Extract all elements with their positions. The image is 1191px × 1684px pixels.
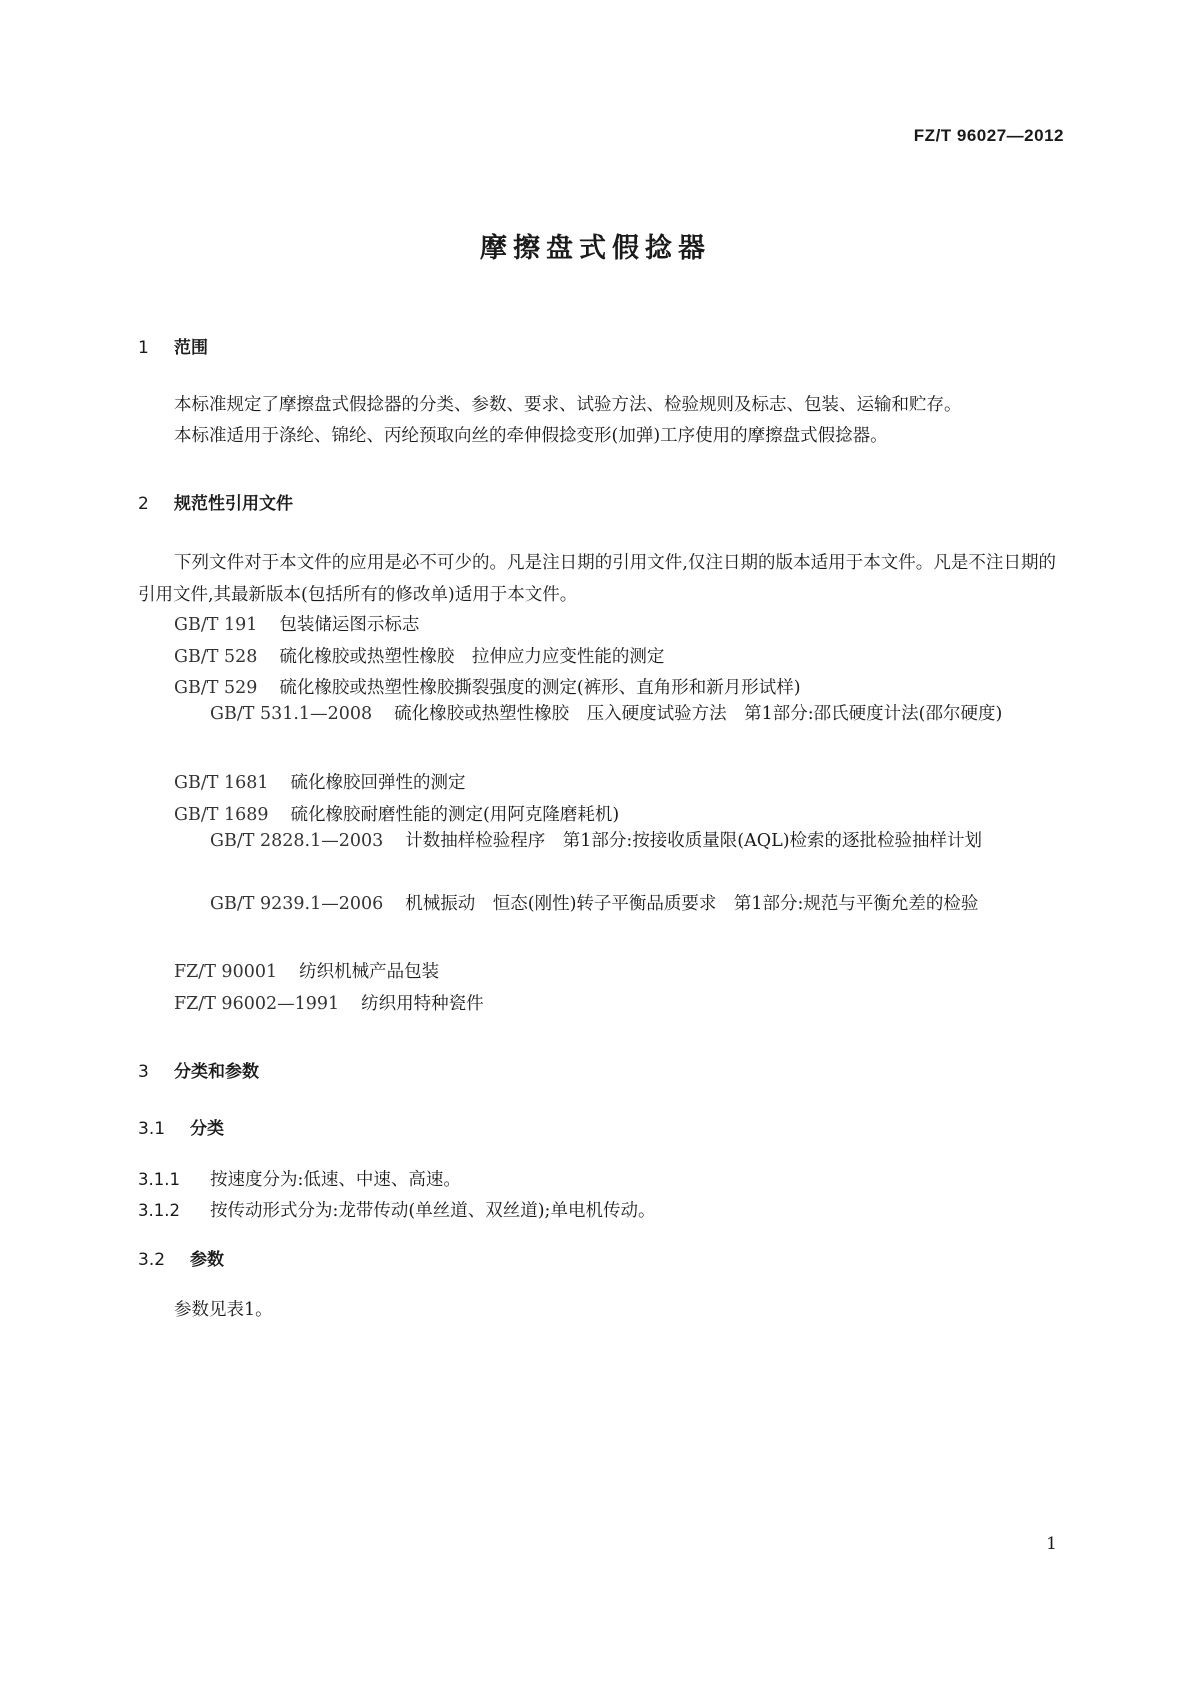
reference-item: [174, 990, 484, 1015]
reference-code: GB/T 531.1—2008: [210, 704, 373, 724]
reference-title: 机械振动 恒态(刚性)转子平衡品质要求 第1部分:规范与平衡允差的检验: [405, 894, 979, 914]
reference-title: 硫化橡胶耐磨性能的测定(用阿克隆磨耗机): [290, 805, 620, 825]
subsection-number: 3.1: [138, 1119, 166, 1139]
section-number: 1: [138, 338, 149, 358]
clause-text: 按传动形式分为:龙带传动(单丝道、双丝道);单电机传动。: [210, 1201, 656, 1221]
document-title: 摩擦盘式假捻器: [480, 233, 711, 264]
reference-item: [174, 801, 619, 826]
reference-item: [138, 889, 1056, 921]
subsection-title: 分类: [190, 1119, 224, 1139]
clause-3-1-2: [138, 1197, 655, 1222]
reference-item: [138, 826, 1056, 858]
section-title: 范围: [174, 338, 208, 358]
reference-title: 硫化橡胶或热塑性橡胶 压入硬度试验方法 第1部分:邵氏硬度计法(邵尔硬度): [394, 704, 1003, 724]
reference-title: 纺织机械产品包装: [299, 962, 440, 982]
reference-code: GB/T 529: [174, 678, 258, 698]
subsection-number: 3.2: [138, 1250, 166, 1270]
scope-paragraph-2: 本标准适用于涤纶、锦纶、丙纶预取向丝的牵伸假捻变形(加弹)工序使用的摩擦盘式假捻器。: [174, 426, 888, 446]
reference-item: [174, 674, 801, 699]
section-number: 2: [138, 494, 149, 514]
parameters-note: 参数见表1。: [174, 1300, 273, 1320]
page-number: 1: [1046, 1534, 1057, 1554]
subsection-3-2-heading: [138, 1245, 224, 1270]
clause-number: 3.1.1: [138, 1170, 180, 1189]
reference-title: 硫化橡胶回弹性的测定: [290, 773, 466, 793]
standard-code: FZ/T 96027—2012: [913, 126, 1064, 145]
scope-paragraph-1: 本标准规定了摩擦盘式假捻器的分类、参数、要求、试验方法、检验规则及标志、包装、运输和贮存。: [174, 395, 962, 415]
section-2-heading: [138, 489, 293, 514]
reference-item: [174, 611, 419, 636]
references-intro: 下列文件对于本文件的应用是必不可少的。凡是注日期的引用文件,仅注日期的版本适用于本文件。凡是不注日期的引用文件,其最新版本(包括所有的修改单)适用于本文件。: [138, 553, 1056, 605]
reference-item: [174, 958, 439, 983]
reference-code: GB/T 9239.1—2006: [210, 894, 384, 914]
section-1-heading: [138, 333, 208, 358]
clause-text: 按速度分为:低速、中速、高速。: [210, 1170, 461, 1190]
section-3-heading: [138, 1057, 259, 1082]
section-title: 分类和参数: [174, 1062, 259, 1082]
clause-3-1-1: [138, 1166, 461, 1191]
reference-code: GB/T 1689: [174, 805, 269, 825]
reference-code: FZ/T 90001: [174, 962, 278, 982]
reference-code: GB/T 528: [174, 647, 258, 667]
reference-code: GB/T 1681: [174, 773, 269, 793]
reference-item: [174, 643, 664, 668]
subsection-3-1-heading: [138, 1114, 224, 1139]
reference-item: [174, 769, 466, 794]
clause-number: 3.1.2: [138, 1201, 180, 1220]
reference-title: 包装储运图示标志: [279, 615, 420, 635]
section-title: 规范性引用文件: [174, 494, 293, 514]
reference-code: GB/T 2828.1—2003: [210, 831, 384, 851]
reference-title: 硫化橡胶或热塑性橡胶 拉伸应力应变性能的测定: [279, 647, 665, 667]
reference-item: [138, 699, 1056, 731]
reference-code: FZ/T 96002—1991: [174, 994, 340, 1014]
reference-title: 计数抽样检验程序 第1部分:按接收质量限(AQL)检索的逐批检验抽样计划: [405, 831, 983, 851]
reference-code: GB/T 191: [174, 615, 258, 635]
reference-title: 纺织用特种瓷件: [361, 994, 484, 1014]
subsection-title: 参数: [190, 1250, 224, 1270]
section-number: 3: [138, 1062, 149, 1082]
reference-title: 硫化橡胶或热塑性橡胶撕裂强度的测定(裤形、直角形和新月形试样): [279, 678, 801, 698]
